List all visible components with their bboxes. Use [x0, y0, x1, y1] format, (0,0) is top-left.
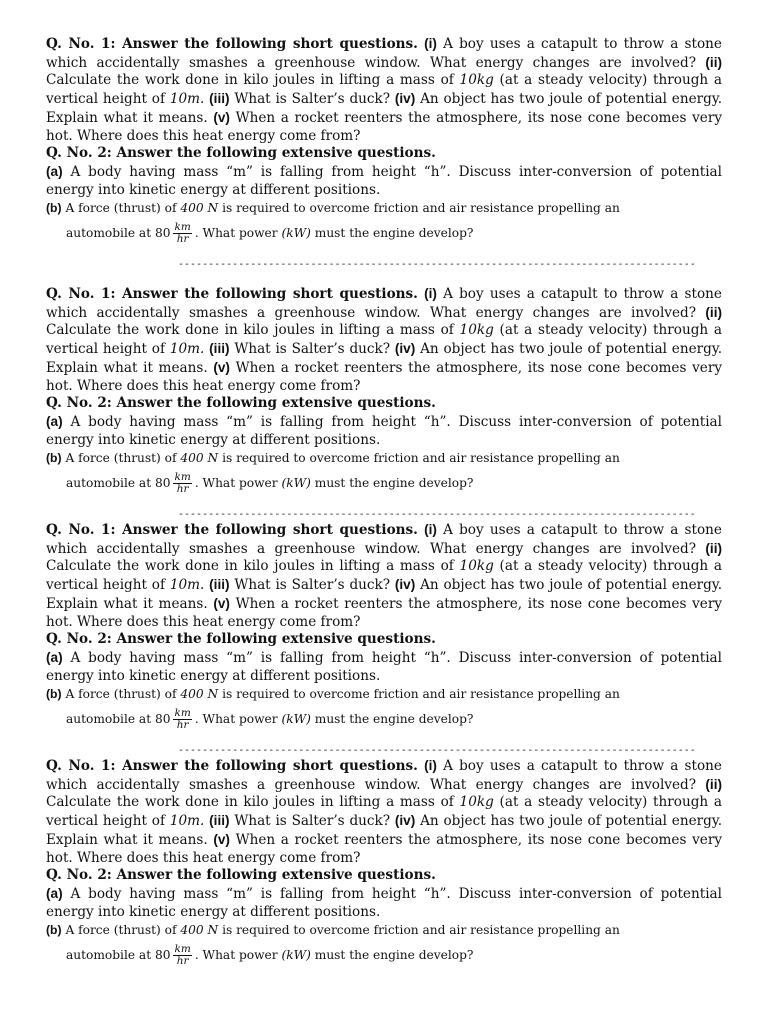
question-2b: (b) A force (thrust) of 400 N is required to overcome friction and air resistance propelling an	[46, 201, 620, 216]
question-2b-cont: automobile at 80 $\frac{km}{hr}$ . What power (kW) must the engine develop?	[66, 220, 474, 245]
separator-line: --------------------------------------------------------------------------------------	[178, 259, 696, 270]
question-1: Q. No. 1: Answer the following short questions. (i) A boy uses a catapult to throw a stone which accidentally smashes a greenhouse window. What energy changes are involved? (ii) Calculate the work done in kilo joules in lifting a mass of 10kg (at a steady velocity) through a vertical height of 10m. (iii) What is Salter’s duck? (iv) An object has two joule of potential energy. Explain what it means. (v) When a rocket reenters the atmosphere, its nose cone becomes very hot. Where does this heat energy come from?	[46, 286, 723, 394]
question-set-3	[46, 521, 722, 735]
question-1: Q. No. 1: Answer the following short questions. (i) A boy uses a catapult to throw a stone which accidentally smashes a greenhouse window. What energy changes are involved? (ii) Calculate the work done in kilo joules in lifting a mass of 10kg (at a steady velocity) through a vertical height of 10m. (iii) What is Salter’s duck? (iv) An object has two joule of potential energy. Explain what it means. (v) When a rocket reenters the atmosphere, its nose cone becomes very hot. Where does this heat energy come from?	[46, 758, 723, 866]
question-2a: (a) A body having mass “m” is falling from height “h”. Discuss inter-conversion of potential energy into kinetic energy at different positions.	[46, 649, 722, 684]
question-set-4	[46, 757, 722, 971]
speed-unit-fraction: $\frac{km}{hr}$	[174, 220, 191, 245]
question-2-heading: Q. No. 2: Answer the following extensive questions.	[46, 145, 436, 162]
question-1: Q. No. 1: Answer the following short questions. (i) A boy uses a catapult to throw a stone which accidentally smashes a greenhouse window. What energy changes are involved? (ii) Calculate the work done in kilo joules in lifting a mass of 10kg (at a steady velocity) through a vertical height of 10m. (iii) What is Salter’s duck? (iv) An object has two joule of potential energy. Explain what it means. (v) When a rocket reenters the atmosphere, its nose cone becomes very hot. Where does this heat energy come from?	[46, 522, 723, 630]
speed-unit-fraction: $\frac{km}{hr}$	[174, 706, 191, 731]
question-2b-cont: automobile at 80 $\frac{km}{hr}$ . What power (kW) must the engine develop?	[66, 470, 474, 495]
question-set-2	[46, 285, 722, 499]
question-set-1	[46, 35, 722, 249]
speed-unit-fraction: $\frac{km}{hr}$	[174, 942, 191, 967]
question-2b: (b) A force (thrust) of 400 N is required to overcome friction and air resistance propelling an	[46, 451, 620, 466]
question-2-heading: Q. No. 2: Answer the following extensive questions.	[46, 395, 436, 412]
question-2a: (a) A body having mass “m” is falling from height “h”. Discuss inter-conversion of potential energy into kinetic energy at different positions.	[46, 413, 722, 448]
speed-unit-fraction: $\frac{km}{hr}$	[174, 470, 191, 495]
question-2a: (a) A body having mass “m” is falling from height “h”. Discuss inter-conversion of potential energy into kinetic energy at different positions.	[46, 885, 722, 920]
question-2b: (b) A force (thrust) of 400 N is required to overcome friction and air resistance propelling an	[46, 923, 620, 938]
question-2-heading: Q. No. 2: Answer the following extensive questions.	[46, 631, 436, 648]
question-2b-cont: automobile at 80 $\frac{km}{hr}$ . What power (kW) must the engine develop?	[66, 706, 474, 731]
separator-line: --------------------------------------------------------------------------------------	[178, 509, 696, 520]
question-2b: (b) A force (thrust) of 400 N is required to overcome friction and air resistance propelling an	[46, 687, 620, 702]
question-1: Q. No. 1: Answer the following short questions. (i) A boy uses a catapult to throw a stone which accidentally smashes a greenhouse window. What energy changes are involved? (ii) Calculate the work done in kilo joules in lifting a mass of 10kg (at a steady velocity) through a vertical height of 10m. (iii) What is Salter’s duck? (iv) An object has two joule of potential energy. Explain what it means. (v) When a rocket reenters the atmosphere, its nose cone becomes very hot. Where does this heat energy come from?	[46, 36, 723, 144]
question-2-heading: Q. No. 2: Answer the following extensive questions.	[46, 867, 436, 884]
separator-line: --------------------------------------------------------------------------------------	[178, 745, 696, 756]
question-2b-cont: automobile at 80 $\frac{km}{hr}$ . What power (kW) must the engine develop?	[66, 942, 474, 967]
question-2a: (a) A body having mass “m” is falling from height “h”. Discuss inter-conversion of potential energy into kinetic energy at different positions.	[46, 163, 722, 198]
